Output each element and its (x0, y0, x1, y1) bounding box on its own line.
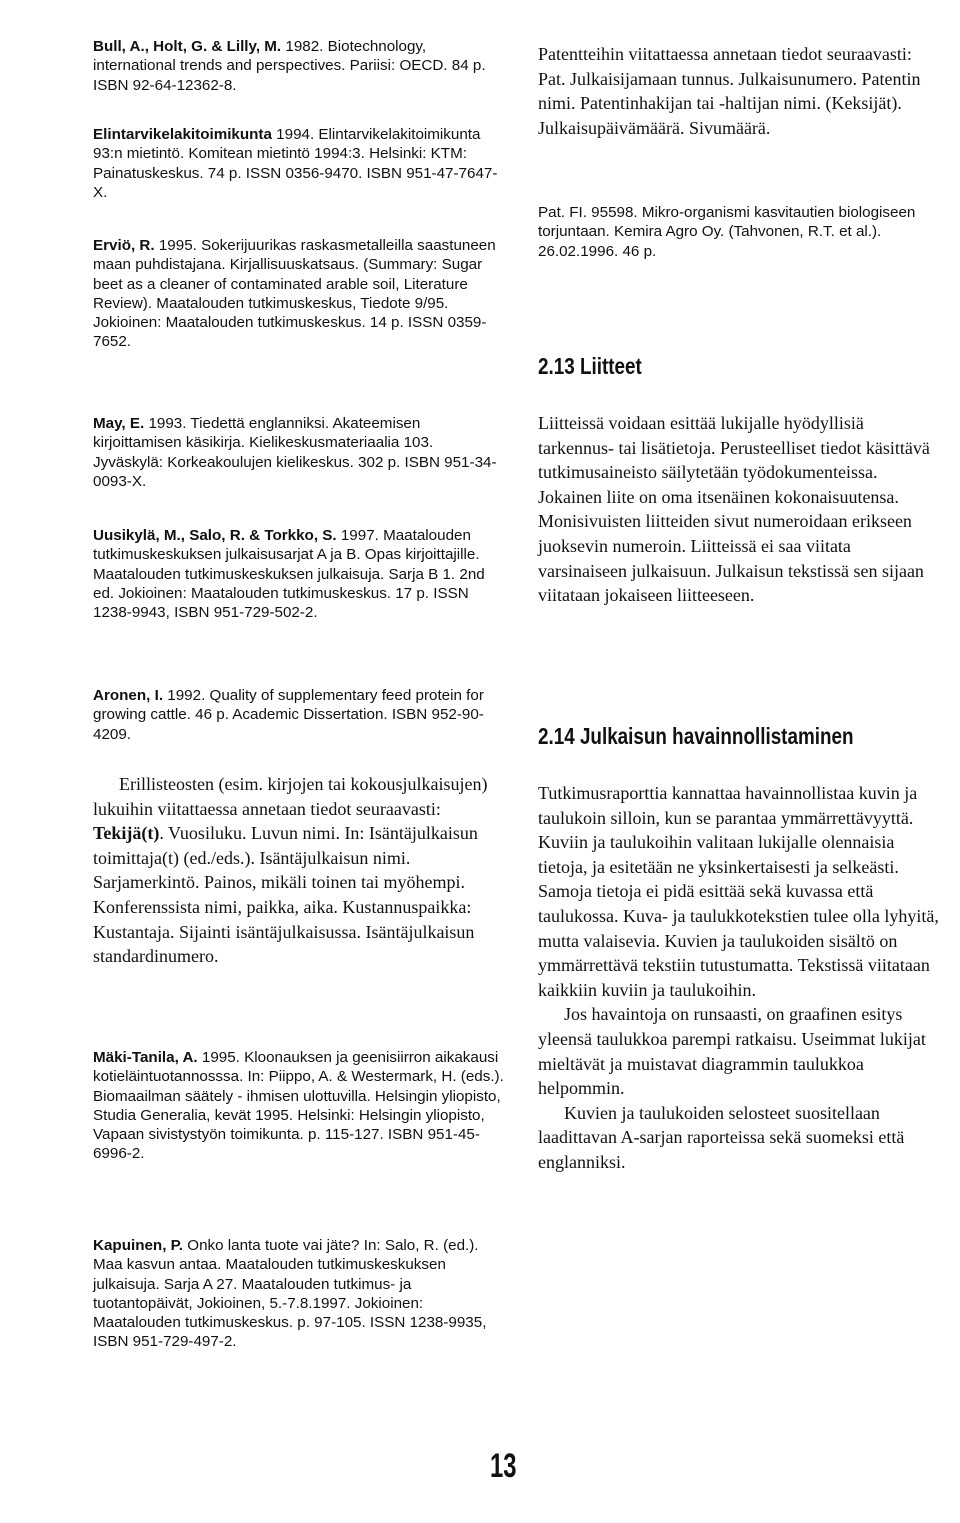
reference-maki-tanila (93, 1048, 505, 1164)
paragraph: Kuvien ja taulukoiden selosteet suositellaan laadittavan A-sarjan raporteissa sekä suomeksi että englanniksi. (538, 1102, 905, 1172)
section-heading-2-13: 2.13 Liitteet (538, 353, 642, 379)
reference-author: May, E. (93, 415, 145, 432)
paragraph: Liitteissä voidaan esittää lukijalle hyödyllisiä tarkennus- tai lisätietoja. Perusteelliset tiedot käsittävä tutkimusaineisto säilytetään työdokumenteissa. Jokainen liite on oma itsenäinen kokonaisuutensa. Monisivuisten liitteiden sivut numeroidaan erikseen juoksevin numeroin. Liitteissä ei saa viitata varsinaiseen julkaisuun. Julkaisun tekstissä sen sijaan viitataan jokaiseen liitteeseen. (538, 413, 930, 606)
reference-text: 1993. Tiedettä englanniksi. Akateemisen kirjoittamisen käsikirja. Kielikeskusmateriaalia 103. Jyväskylä: Korkeakoulujen kielikeskus. 302 p. ISBN 951-34-0093-X. (93, 415, 497, 490)
patent-example (538, 203, 943, 261)
section-2-14-body (538, 781, 943, 1175)
section-heading-2-14: 2.14 Julkaisun havainnollistaminen (538, 723, 854, 749)
instruction-emphasis: Tekijä(t) (93, 823, 160, 844)
reference-ervio (93, 236, 505, 352)
reference-author: Mäki-Tanila, A. (93, 1049, 198, 1066)
reference-text: 1992. Quality of supplementary feed protein for growing cattle. 46 p. Academic Dissertation. ISBN 952-90-4209. (93, 687, 484, 743)
paragraph: Jos havaintoja on runsaasti, on graafinen esitys yleensä taulukkoa parempi ratkaisu. Useimmat lukijat mieltävät ja muistavat diagrammin taulukkoa helpommin. (538, 1004, 926, 1099)
reference-aronen (93, 686, 505, 744)
instruction-text-end: . Vuosiluku. Luvun nimi. In: Isäntäjulkaisun toimittaja(t) (ed./eds.). Isäntäjulkaisun nimi. Sarjamerkintö. Painos, mikäli toinen tai myöhempi. Konferenssista nimi, paikka, aika. Kustannuspaikka: Kustantaja. Sijainti isäntäjulkaisussa. Isäntäjulkaisun standardinumero. (93, 823, 478, 967)
reference-text: 1995. Kloonauksen ja geenisiirron aikakausi kotieläintuotannosssa. In: Piippo, A. & Westermark, H. (eds.). Biomaailman säätely - ihmisen ulottuvilla. Helsingin yliopisto, Studia Generalia, kevät 1995. Helsinki: Helsingin yliopisto, Vapaan sivistystyön toimikunta. p. 115-127. ISBN 951-45-6996-2. (93, 1049, 504, 1163)
reference-text: Onko lanta tuote vai jäte? In: Salo, R. (ed.). Maa kasvun antaa. Maatalouden tutkimuskeskuksen julkaisuja. Sarja A 27. Maatalouden tutkimus- ja tuotantopäivät, Jokioinen, 5.-7.8.1997. Jokioinen: Maatalouden tutkimuskeskus. p. 97-105. ISSN 1238-9935, ISBN 951-729-497-2. (93, 1237, 487, 1351)
page-number: 13 (490, 1447, 517, 1485)
reference-text: 1982. Biotechnology, international trends and perspectives. Pariisi: OECD. 84 p. ISBN 92-64-12362-8. (93, 38, 486, 94)
reference-author: Erviö, R. (93, 237, 155, 254)
patent-example-text: Pat. FI. 95598. Mikro-organismi kasvitautien biologiseen torjuntaan. Kemira Agro Oy. (Tahvonen, R.T. et al.). 26.02.1996. 46 p. (538, 204, 916, 260)
paragraph: Tutkimusraporttia kannattaa havainnollistaa kuvin ja taulukoin silloin, kun se parantaa ymmärrettävyyttä. Kuviin ja taulukoihin valitaan lukijalle olennaisia tietoja, ja esitetään ne yksinkertaisesti ja selkeästi. Samoja tietoja ei pidä esittää sekä kuvassa että taulukossa. Kuva- ja taulukkotekstien tulee olla lyhyitä, mutta valaisevia. Kuvien ja taulukoiden sisältö on ymmärrettävä tekstiin tutustumatta. Tekstissä viitataan kaikkiin kuviin ja taulukoihin. (538, 783, 939, 1000)
patent-intro-text: Patentteihin viitattaessa annetaan tiedot seuraavasti: Pat. Julkaisijamaan tunnus. Julkaisunumero. Patentin nimi. Patentinhakijan tai -haltijan nimi. (Keksijät). Julkaisupäivämäärä. Sivumäärä. (538, 44, 921, 138)
reference-author: Kapuinen, P. (93, 1237, 184, 1254)
section-2-13-paragraph (538, 411, 943, 608)
reference-author: Elintarvikelakitoimikunta (93, 126, 272, 143)
reference-text: 1997. Maatalouden tutkimuskeskuksen julkaisusarjat A ja B. Opas kirjoittajille. Maatalouden tutkimuskeskuksen julkaisuja. Sarja B 1. 2nd ed. Jokioinen: Maatalouden tutkimuskeskus. 17 p. ISSN 1238-9943, ISBN 951-729-502-2. (93, 527, 485, 622)
instruction-text-start: Erillisteosten (esim. kirjojen tai kokousjulkaisujen) lukuihin viitattaessa annetaan tiedot seuraavasti: (93, 774, 488, 819)
reference-bull (93, 37, 505, 95)
reference-elintarvikelakitoimikunta (93, 125, 505, 202)
reference-author: Uusikylä, M., Salo, R. & Torkko, S. (93, 527, 337, 544)
reference-author: Bull, A., Holt, G. & Lilly, M. (93, 38, 282, 55)
reference-uusikyla (93, 526, 505, 622)
reference-author: Aronen, I. (93, 687, 164, 704)
reference-may (93, 414, 505, 491)
reference-text: 1994. Elintarvikelakitoimikunta 93:n mietintö. Komitean mietintö 1994:3. Helsinki: KTM: Painatuskeskus. 74 p. ISSN 0356-9470. ISBN 951-47-7647-X. (93, 126, 498, 201)
chapter-reference-instruction (93, 772, 505, 969)
patent-instruction (538, 42, 943, 140)
reference-text: 1995. Sokerijuurikas raskasmetalleilla saastuneen maan puhdistajana. Kirjallisuuskatsaus. (Summary: Sugar beet as a cleaner of contaminated arable soil, Literature Review). Maatalouden tutkimuskeskus, Tiedote 9/95. Jokioinen: Maatalouden tutkimuskeskus. 14 p. ISSN 0359-7652. (93, 237, 496, 351)
reference-kapuinen (93, 1236, 505, 1352)
